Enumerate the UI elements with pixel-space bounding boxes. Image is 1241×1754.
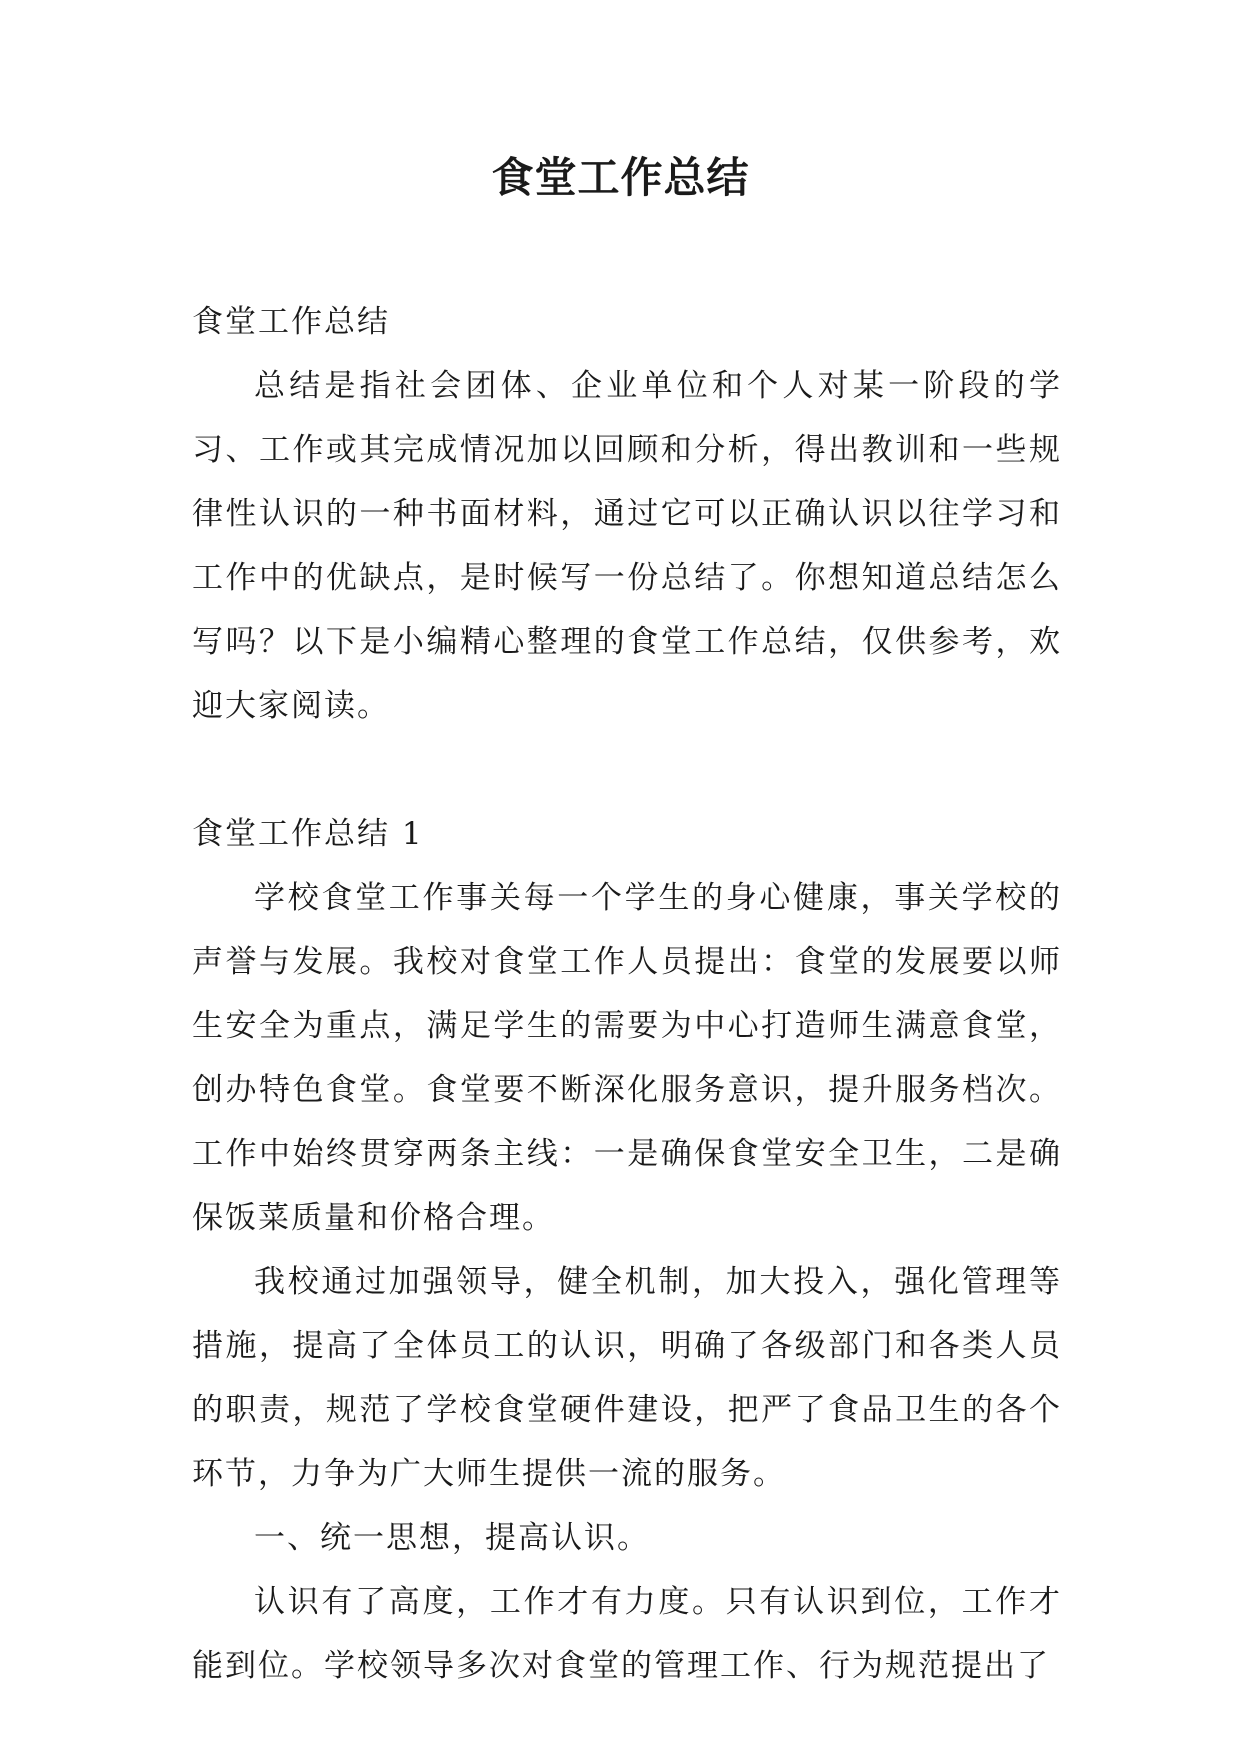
body-paragraph: 我校通过加强领导，健全机制，加大投入，强化管理等措施，提高了全体员工的认识，明确了各级部门和各类人员的职责，规范了学校食堂硬件建设，把严了食品卫生的各个环节，力争为广大师生提供一流的服务。 <box>192 1264 1062 1492</box>
document-title: 食堂工作总结 <box>491 153 750 202</box>
body-paragraph: 学校食堂工作事关每一个学生的身心健康，事关学校的声誉与发展。我校对食堂工作人员提出：食堂的发展要以师生安全为重点，满足学生的需要为中心打造师生满意食堂，创办特色食堂。食堂要不断深化服务意识，提升服务档次。工作中始终贯穿两条主线：一是确保食堂安全卫生，二是确保饭菜质量和价格合理。 <box>192 880 1062 1236</box>
intro-heading: 食堂工作总结 <box>192 304 390 340</box>
body-paragraph: 认识有了高度，工作才有力度。只有认识到位，工作才能到位。学校领导多次对食堂的管理工作、行为规范提出了 <box>192 1584 1062 1684</box>
intro-paragraph: 总结是指社会团体、企业单位和个人对某一阶段的学习、工作或其完成情况加以回顾和分析，得出教训和一些规律性认识的一种书面材料，通过它可以正确认识以往学习和工作中的优缺点，是时候写一份总结了。你想知道总结怎么写吗？以下是小编精心整理的食堂工作总结，仅供参考，欢迎大家阅读。 <box>192 368 1062 724</box>
subsection-heading: 一、统一思想，提高认识。 <box>254 1520 650 1556</box>
section-spacer <box>192 738 1062 802</box>
section-heading: 食堂工作总结 1 <box>192 816 424 852</box>
document-body <box>192 290 1062 1698</box>
